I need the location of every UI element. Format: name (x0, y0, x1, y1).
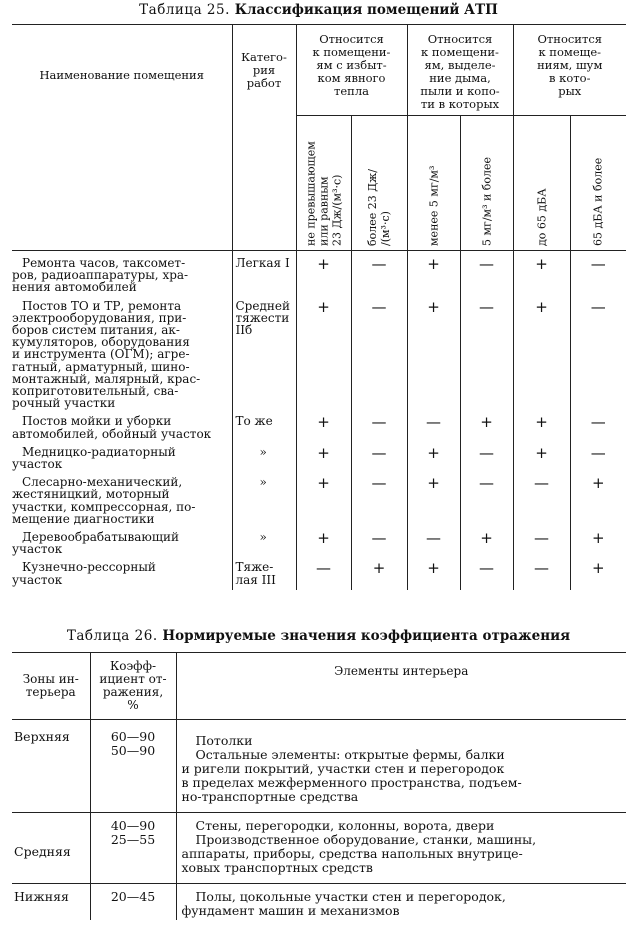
mark-cell: — (407, 411, 460, 441)
mark-cell: + (296, 251, 351, 296)
header-heat (296, 25, 407, 116)
table-row (12, 884, 626, 921)
mark-cell: — (570, 296, 626, 412)
header-heat-line: ком явного (317, 71, 386, 85)
mark-cell: + (296, 296, 351, 412)
header-noise-line: Относится (537, 32, 603, 46)
element-line: фундамент машин и механизмов (181, 903, 400, 918)
room-name-line: Медницко-радиаторный (22, 444, 176, 459)
category-line: лая III (235, 572, 276, 587)
table-row (12, 813, 626, 884)
room-name-line: Деревообрабатывающий (22, 530, 179, 545)
header-dust-line: Относится (427, 32, 493, 46)
header-zone-line: Зоны ин- (22, 672, 79, 686)
room-name-line: Постов мойки и уборки (22, 414, 172, 429)
header-dust-line: пыли и копо- (420, 84, 500, 98)
room-name-line: участок (12, 542, 63, 557)
room-name-line: рочный участки (12, 396, 116, 411)
table-25-body (12, 251, 626, 590)
category-line: Легкая I (235, 256, 290, 270)
mark-cell: + (513, 296, 570, 412)
room-name-line: боров систем питания, ак- (12, 323, 180, 338)
mark-cell: + (513, 442, 570, 472)
mark-cell: + (460, 411, 513, 441)
coef-value: 25—55 (110, 832, 156, 847)
header-dust-line: ти в которых (420, 97, 500, 111)
subheader-heat-low (296, 116, 351, 251)
mark-cell: + (407, 557, 460, 589)
category-line: IIб (235, 323, 253, 338)
elements-cell (176, 813, 626, 884)
room-name-cell (12, 442, 232, 472)
elements-cell (176, 884, 626, 921)
mark-cell: + (570, 472, 626, 527)
category-cell (232, 411, 296, 441)
elements-cell (176, 720, 626, 813)
subheader-line: или равным (317, 176, 330, 246)
element-line: но-транспортные средства (181, 789, 359, 804)
room-name-line: монтажный, малярный, крас- (12, 371, 201, 386)
table-26-body (12, 720, 626, 921)
header-heat-line: тепла (334, 84, 369, 98)
mark-cell: + (460, 527, 513, 557)
mark-cell: — (351, 527, 407, 557)
coef-cell (90, 720, 176, 813)
table-row (12, 296, 626, 412)
mark-cell: + (296, 472, 351, 527)
room-name-cell (12, 411, 232, 441)
category-line: Средней (235, 298, 290, 313)
category-line: » (259, 444, 267, 459)
mark-cell: + (296, 527, 351, 557)
header-dust-line: к помещени- (421, 45, 499, 59)
element-line: Стены, перегородки, колонны, ворота, двери (195, 818, 495, 833)
zone-cell: Средняя (14, 844, 71, 859)
category-cell (232, 527, 296, 557)
header-room: Наименование помещения (12, 25, 232, 251)
table-row (12, 411, 626, 441)
header-noise-line: ниям, шум (537, 58, 603, 72)
table-26-title: Нормируемые значения коэффициента отражения (162, 628, 571, 644)
element-line: в пределах межферменного пространства, подъем- (181, 775, 522, 790)
header-elements: Элементы интерьера (176, 653, 626, 720)
table-25-number: Таблица 25. (139, 2, 230, 18)
table-26-number: Таблица 26. (66, 628, 158, 644)
subheader-line: более 23 Дж/ (366, 168, 379, 246)
room-name-line: автомобилей, обойный участок (12, 426, 212, 441)
element-line: и ригели покрытий, участки стен и перегородок (181, 761, 505, 776)
room-name-line: электрооборудования, при- (12, 310, 187, 325)
category-line: тяжести (235, 310, 290, 325)
room-name-line: и инструмента (ОГМ); агре- (12, 347, 190, 362)
header-coef-line: ициент от- (99, 672, 167, 686)
element-line: Потолки (195, 733, 253, 748)
header-heat-line: Относится (319, 32, 384, 46)
room-name-line: мещение диагностики (12, 511, 155, 526)
category-cell (232, 557, 296, 589)
header-category-line: рия (252, 63, 276, 77)
header-dust-line: ям, выделе- (424, 58, 496, 72)
element-line: Остальные элементы: открытые фермы, балки (195, 747, 505, 762)
subheader-line: до 65 дБА (535, 188, 549, 246)
header-noise-line: к помеще- (538, 45, 602, 59)
subheader-line: 23 Дж/(м³·с) (330, 174, 343, 246)
room-name-line: Слесарно-механический, (22, 475, 183, 490)
mark-cell: — (570, 442, 626, 472)
table-row (12, 557, 626, 589)
category-cell (232, 472, 296, 527)
header-noise-line: рых (558, 84, 582, 98)
mark-cell: — (513, 557, 570, 589)
category-cell (232, 442, 296, 472)
subheader-line: 5 мг/м³ и более (480, 156, 493, 246)
header-category-line: Катего- (241, 50, 287, 64)
category-cell (232, 251, 296, 296)
room-name-line: кумуляторов, оборудования (12, 335, 190, 350)
subheader-noise-low (513, 116, 570, 251)
coef-cell (90, 813, 176, 884)
header-coef-line: % (127, 698, 139, 712)
header-dust-line: ние дыма, (429, 71, 491, 85)
table-row (12, 527, 626, 557)
room-name-cell (12, 527, 232, 557)
mark-cell: — (351, 472, 407, 527)
header-noise (513, 25, 626, 116)
subheader-line: /(м³·с) (379, 211, 392, 246)
element-line: аппараты, приборы, средства напольных внутрице- (181, 846, 523, 861)
mark-cell: — (460, 557, 513, 589)
coef-value: 60—90 (110, 729, 156, 744)
room-name-line: коприготовительный, сва- (12, 384, 179, 399)
room-name-line: участки, компрессорная, по- (12, 499, 196, 514)
category-line: » (259, 530, 267, 545)
mark-cell: — (351, 411, 407, 441)
room-name-line: жестяницкий, моторный (12, 487, 170, 502)
element-line: ховых транспортных средств (181, 860, 373, 875)
header-category-line: работ (246, 76, 282, 90)
mark-cell: — (513, 527, 570, 557)
table-row (12, 720, 626, 813)
mark-cell: + (570, 557, 626, 589)
subheader-heat-high (351, 116, 407, 251)
room-name-cell (12, 296, 232, 412)
room-name-line: Кузнечно-рессорный (22, 560, 156, 575)
header-zone-line: терьера (25, 685, 76, 699)
room-name-line: ров, радиоаппаратуры, хра- (12, 268, 189, 283)
mark-cell: + (407, 442, 460, 472)
mark-cell: — (351, 251, 407, 296)
mark-cell: — (460, 251, 513, 296)
room-name-line: Ремонта часов, таксомет- (22, 256, 186, 270)
mark-cell: — (513, 472, 570, 527)
table-26-caption (0, 628, 637, 644)
mark-cell: — (351, 296, 407, 412)
header-coef-line: ражения, (102, 685, 164, 699)
coef-value: 20—45 (110, 889, 156, 904)
mark-cell: — (351, 442, 407, 472)
room-name-cell (12, 251, 232, 296)
mark-cell: + (513, 251, 570, 296)
subheader-dust-high (460, 116, 513, 251)
header-coef-line: Коэфф- (109, 659, 157, 673)
mark-cell: + (296, 411, 351, 441)
mark-cell: + (407, 296, 460, 412)
room-name-cell (12, 472, 232, 527)
header-category (232, 25, 296, 251)
header-noise-line: в кото- (549, 71, 591, 85)
category-line: » (259, 475, 267, 490)
mark-cell: — (407, 527, 460, 557)
mark-cell: — (460, 472, 513, 527)
coef-value: 50—90 (110, 743, 156, 758)
mark-cell: — (460, 442, 513, 472)
subheader-dust-low (407, 116, 460, 251)
room-name-line: участок (12, 457, 63, 472)
subheader-line: не превышающем (304, 141, 317, 246)
element-line: Производственное оборудование, станки, машины, (195, 832, 537, 847)
table-26 (12, 652, 626, 920)
category-cell (232, 296, 296, 412)
zone-cell: Нижняя (14, 889, 69, 904)
element-line: Полы, цокольные участки стен и перегородок, (195, 889, 506, 904)
table-row (12, 442, 626, 472)
header-heat-line: ям с избыт- (316, 58, 387, 72)
header-dust (407, 25, 513, 116)
header-heat-line: к помещени- (312, 45, 391, 59)
room-name-cell (12, 557, 232, 589)
table-25-title: Классификация помещений АТП (234, 2, 498, 18)
mark-cell: + (351, 557, 407, 589)
mark-cell: — (296, 557, 351, 589)
header-coef (90, 653, 176, 720)
zone-cell: Верхняя (14, 729, 70, 744)
mark-cell: + (407, 472, 460, 527)
subheader-noise-high (570, 116, 626, 251)
table-row (12, 251, 626, 296)
coef-cell (90, 884, 176, 921)
subheader-line: менее 5 мг/м³ (427, 165, 440, 246)
table-25 (12, 24, 626, 590)
mark-cell: — (460, 296, 513, 412)
category-line: То же (235, 414, 273, 429)
table-row (12, 472, 626, 527)
mark-cell: + (407, 251, 460, 296)
mark-cell: + (296, 442, 351, 472)
category-line: Тяже- (235, 560, 274, 575)
mark-cell: + (513, 411, 570, 441)
mark-cell: + (570, 527, 626, 557)
header-zone (12, 653, 90, 720)
room-name-line: нения автомобилей (12, 280, 137, 295)
room-name-line: гатный, арматурный, шино- (12, 359, 190, 374)
mark-cell: — (570, 411, 626, 441)
table-25-caption (0, 2, 637, 18)
room-name-line: участок (12, 572, 63, 587)
coef-value: 40—90 (110, 818, 156, 833)
room-name-line: Постов ТО и ТР, ремонта (22, 298, 182, 313)
subheader-line: 65 дБА и более (591, 157, 605, 246)
mark-cell: — (570, 251, 626, 296)
